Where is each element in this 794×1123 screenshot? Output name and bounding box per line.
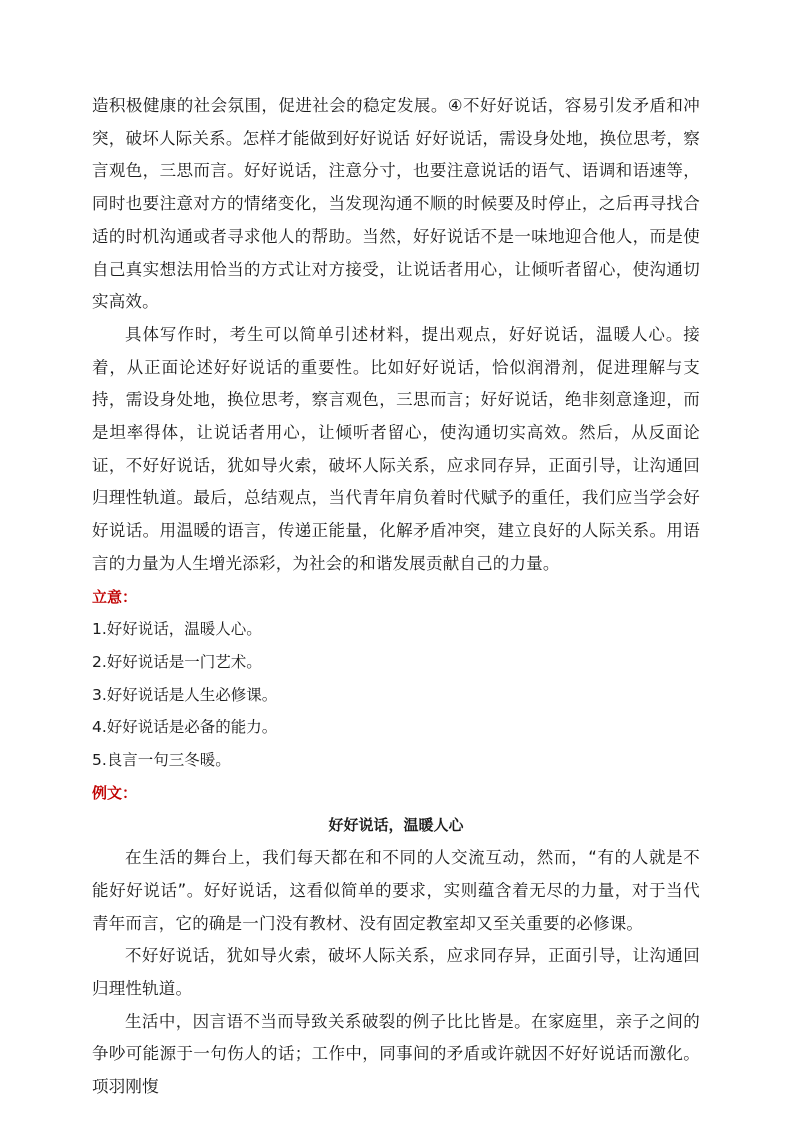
liyi-item-3: 3.好好说话是人生必修课。 (92, 685, 278, 704)
essay-paragraph-2: 不好好说话，犹如导火索，破坏人际关系，应求同存异，正面引导，让沟通回归理性轨道。 (92, 946, 700, 998)
intro-paragraph-2: 具体写作时，考生可以简单引述材料，提出观点，好好说话，温暖人心。接着，从正面论述好好说话的重要性。比如好好说话，恰似润滑剂，促进理解与支持，需设身处地，换位思考，察言观色，三思而言；好好说话，绝非刻意逢迎，而是坦率得体，让说话者用心，让倾听者留心，使沟通切实高效。然后，从反面论证，不好好说话，犹如导火索，破坏人际关系，应求同存异，正面引导，让沟通回归理性轨道。最后，总结观点，当代青年肩负着时代赋予的重任，我们应当学会好好说话。用温暖的语言，传递正能量，化解矛盾冲突，建立良好的人际关系。用语言的力量为人生增光添彩，为社会的和谐发展贡献自己的力量。 (92, 324, 700, 573)
document-page (92, 90, 700, 1104)
liyi-label: 立意： (92, 587, 138, 606)
liyi-item-4: 4.好好说话是必备的能力。 (92, 718, 278, 737)
intro-paragraph-1: 造积极健康的社会氛围，促进社会的稳定发展。④不好好说话，容易引发矛盾和冲突，破坏人际关系。怎样才能做到好好说话 好好说话，需设身处地，换位思考，察言观色，三思而言。好好说话，注意分寸，也要注意说话的语气、语调和语速等，同时也要注意对方的情绪变化，当发现沟通不顺的时候要及时停止，之后再寻找合适的时机沟通或者寻求他人的帮助。当然，好好说话不是一味地迎合他人，而是使自己真实想法用恰当的方式让对方接受，让说话者用心，让倾听者留心，使沟通切实高效。 (92, 96, 700, 312)
essay-label: 例文： (92, 783, 138, 802)
liyi-item-2: 2.好好说话是一门艺术。 (92, 652, 262, 671)
essay-paragraph-1: 在生活的舞台上，我们每天都在和不同的人交流互动，然而，“有的人就是不能好好说话”。好好说话，这看似简单的要求，实则蕴含着无尽的力量，对于当代青年而言，它的确是一门没有教材、没有固定教室却又至关重要的必修课。 (92, 848, 700, 933)
essay-paragraph-3: 生活中，因言语不当而导致关系破裂的例子比比皆是。在家庭里，亲子之间的争吵可能源于一句伤人的话；工作中，同事间的矛盾或许就因不好好说话而激化。项羽刚愎 (92, 1011, 700, 1097)
liyi-item-5: 5.良言一句三冬暖。 (92, 751, 231, 770)
essay-title: 好好说话，温暖人心 (328, 816, 464, 835)
liyi-item-1: 1.好好说话，温暖人心。 (92, 620, 262, 639)
